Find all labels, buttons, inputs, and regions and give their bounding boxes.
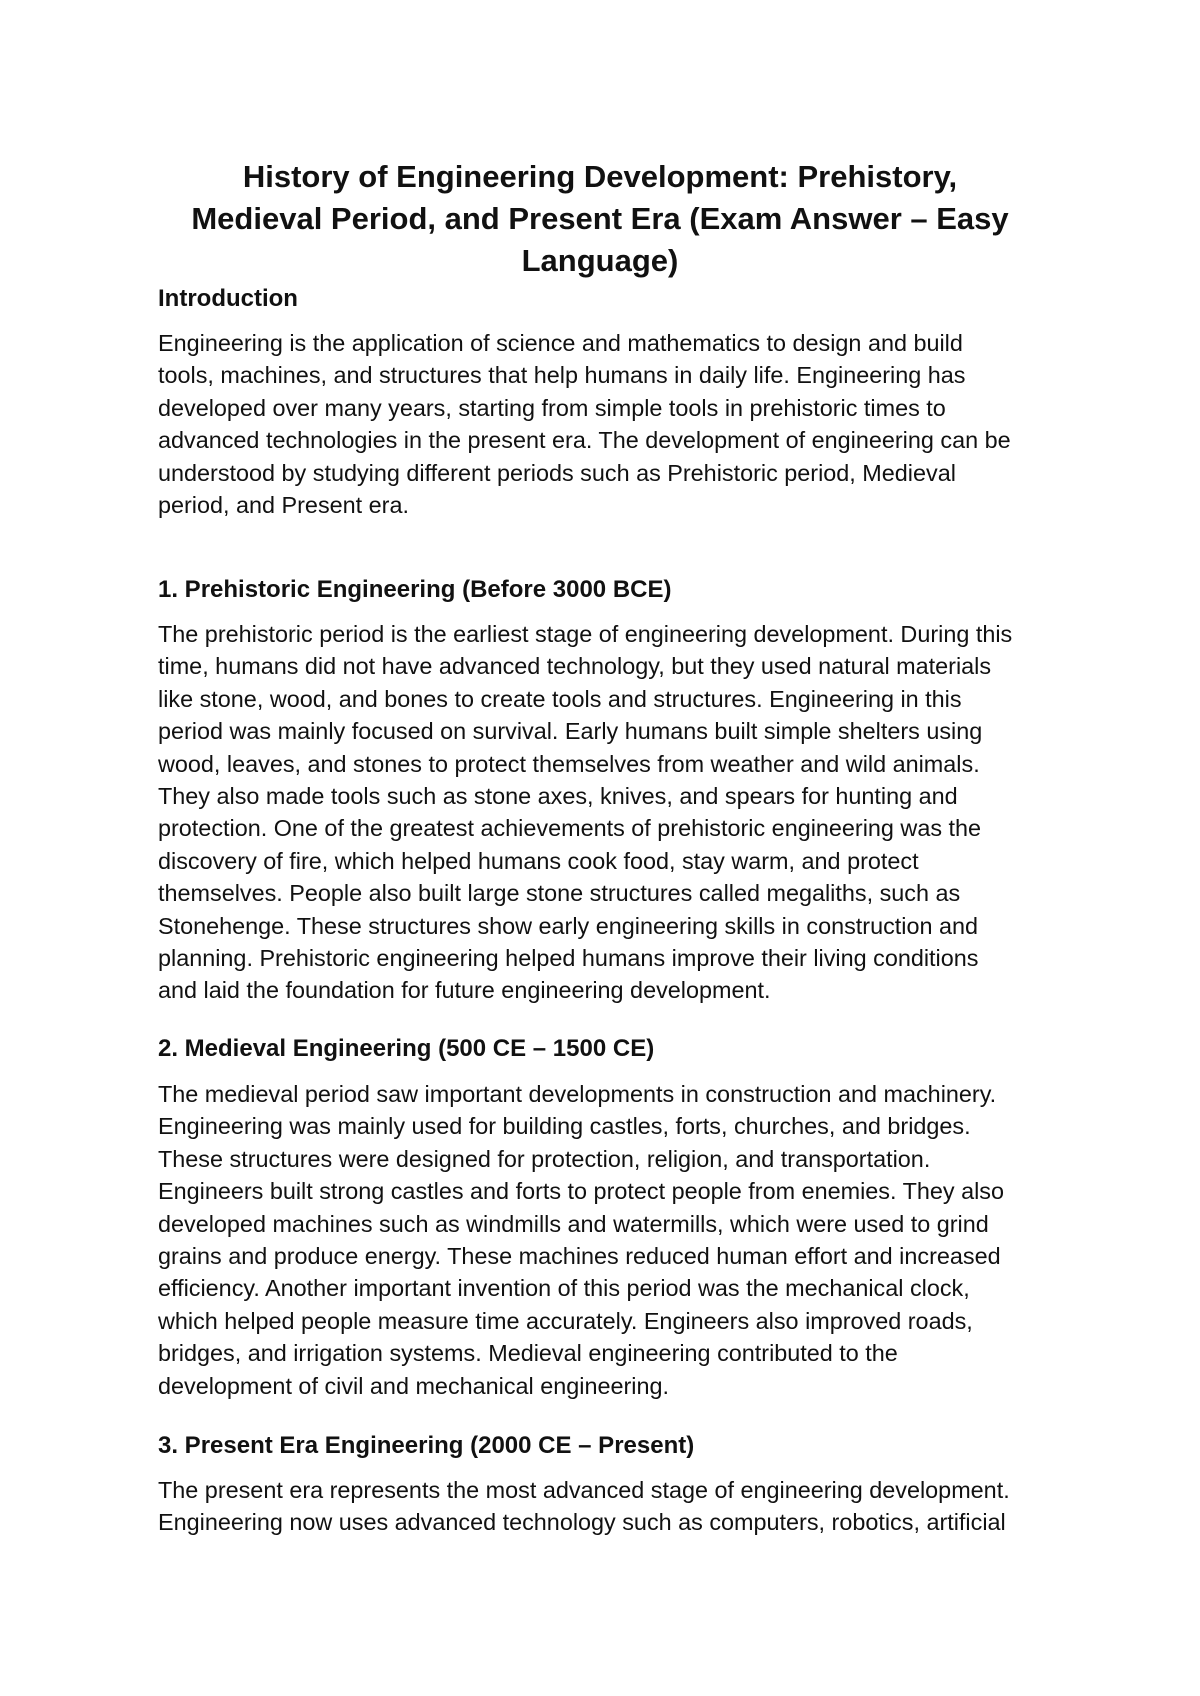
- section-paragraph-medieval: [158, 1078, 1058, 1402]
- section-paragraph-prehistoric: [158, 618, 1058, 1007]
- paragraph-line: development of civil and mechanical engineering.: [158, 1372, 670, 1399]
- document-title: [140, 156, 1060, 282]
- paragraph-line: discovery of fire, which helped humans cook food, stay warm, and protect: [158, 847, 919, 874]
- paragraph-line: like stone, wood, and bones to create tools and structures. Engineering in this: [158, 685, 962, 712]
- paragraph-line: and laid the foundation for future engineering development.: [158, 977, 771, 1004]
- paragraph-line: wood, leaves, and stones to protect themselves from weather and wild animals.: [158, 750, 980, 777]
- section-heading-present-era: 3. Present Era Engineering (2000 CE – Present): [158, 1432, 695, 1459]
- section-heading-medieval: 2. Medieval Engineering (500 CE – 1500 CE): [158, 1035, 655, 1062]
- paragraph-line: Engineering now uses advanced technology such as computers, robotics, artificial: [158, 1509, 1006, 1536]
- title-line: Medieval Period, and Present Era (Exam Answer – Easy: [191, 201, 1009, 236]
- paragraph-line: Engineering is the application of science and mathematics to design and build: [158, 330, 963, 356]
- paragraph-line: bridges, and irrigation systems. Medieval engineering contributed to the: [158, 1340, 898, 1367]
- paragraph-line: advanced technologies in the present era. The development of engineering can be: [158, 427, 1011, 454]
- section-paragraph-introduction: [158, 327, 1058, 521]
- section-heading-introduction: Introduction: [158, 285, 298, 312]
- paragraph-line: planning. Prehistoric engineering helped humans improve their living conditions: [158, 944, 979, 971]
- paragraph-line: themselves. People also built large stone structures called megaliths, such as: [158, 880, 961, 907]
- paragraph-line: These structures were designed for protection, religion, and transportation.: [158, 1145, 931, 1172]
- paragraph-line: developed machines such as windmills and watermills, which were used to grind: [158, 1210, 989, 1237]
- paragraph-line: understood by studying different periods such as Prehistoric period, Medieval: [158, 459, 956, 486]
- paragraph-line: protection. One of the greatest achievements of prehistoric engineering was the: [158, 815, 982, 842]
- paragraph-line: which helped people measure time accurately. Engineers also improved roads,: [158, 1307, 973, 1334]
- paragraph-line: Stonehenge. These structures show early engineering skills in construction and: [158, 912, 979, 939]
- paragraph-line: The prehistoric period is the earliest stage of engineering development. During this: [158, 621, 1013, 647]
- paragraph-line: tools, machines, and structures that help humans in daily life. Engineering has: [158, 362, 966, 389]
- paragraph-line: efficiency. Another important invention of this period was the mechanical clock,: [158, 1275, 970, 1302]
- paragraph-line: The present era represents the most advanced stage of engineering development.: [158, 1477, 1010, 1503]
- section-paragraph-present-era: [158, 1474, 1058, 1539]
- paragraph-line: The medieval period saw important developments in construction and machinery.: [158, 1081, 997, 1107]
- paragraph-line: Engineering was mainly used for building castles, forts, churches, and bridges.: [158, 1113, 971, 1140]
- section-heading-prehistoric: 1. Prehistoric Engineering (Before 3000 BCE): [158, 576, 672, 603]
- paragraph-line: period, and Present era.: [158, 491, 409, 518]
- paragraph-line: They also made tools such as stone axes, knives, and spears for hunting and: [158, 782, 958, 809]
- paragraph-line: Engineers built strong castles and forts to protect people from enemies. They also: [158, 1178, 1004, 1205]
- title-line: Language): [521, 243, 679, 278]
- title-line: History of Engineering Development: Prehistory,: [242, 159, 958, 194]
- paragraph-line: period was mainly focused on survival. Early humans built simple shelters using: [158, 718, 983, 745]
- paragraph-line: grains and produce energy. These machines reduced human effort and increased: [158, 1242, 1001, 1269]
- paragraph-line: developed over many years, starting from simple tools in prehistoric times to: [158, 394, 946, 421]
- paragraph-line: time, humans did not have advanced technology, but they used natural materials: [158, 653, 992, 680]
